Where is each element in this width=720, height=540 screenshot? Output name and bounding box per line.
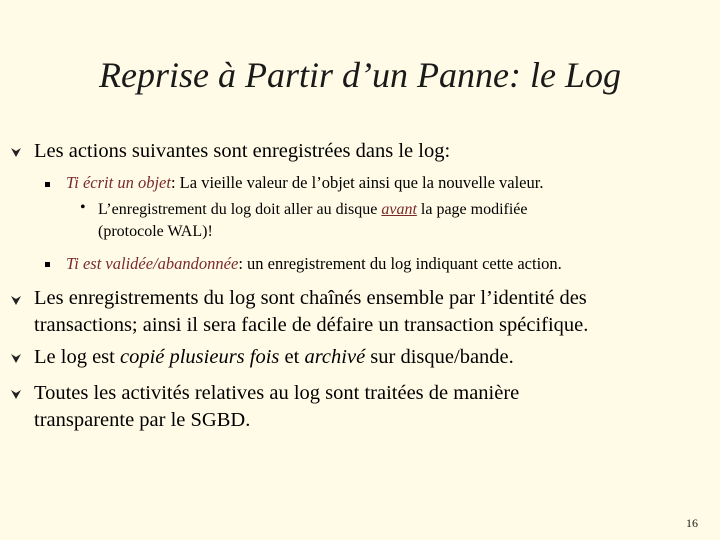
wal-text-line2: (protocole WAL)! <box>98 223 213 240</box>
log-chained-line2: transactions; ainsi il sera facile de défaire un transaction spécifique. <box>34 314 589 336</box>
sub-bullet-ti-commit-text: : un enregistrement du log indiquant cette action. <box>238 254 562 273</box>
sub-bullet-ti-write <box>66 172 543 194</box>
diamond-bullet-icon <box>10 146 22 158</box>
page-number: 16 <box>686 516 698 530</box>
log-transparent-line1: Toutes les activités relatives au log sont traitées de manière <box>34 382 520 404</box>
log-copied-post: sur disque/bande. <box>365 346 514 368</box>
square-bullet-icon <box>45 262 50 267</box>
log-transparent-line2: transparente par le SGBD. <box>34 409 251 431</box>
log-archived-emphasis: archivé <box>304 346 366 368</box>
bullet-log-copied <box>34 344 514 371</box>
wal-text-post: la page modifiée <box>416 201 528 218</box>
log-copied-pre: Le log est <box>34 346 120 368</box>
diamond-bullet-icon <box>10 352 22 364</box>
bullet-log-chained <box>34 285 588 339</box>
wal-text-pre: L’enregistrement du log doit aller au disque <box>98 201 382 218</box>
term-ti-commit: Ti est validée/abandonnée <box>66 254 239 273</box>
log-chained-line1: Les enregistrements du log sont chaînés ensemble par l’identité des <box>34 287 587 309</box>
term-ti-write: Ti écrit un objet <box>66 173 171 192</box>
diamond-bullet-icon <box>10 294 22 306</box>
sub-bullet-ti-commit <box>66 253 562 275</box>
round-bullet-icon: • <box>80 199 86 216</box>
sub-bullet-ti-write-text: : La vieille valeur de l’objet ainsi que la nouvelle valeur. <box>170 173 544 192</box>
log-copied-mid: et <box>279 346 305 368</box>
bullet-log-transparent <box>34 380 519 434</box>
square-bullet-icon <box>45 182 50 187</box>
log-copied-emphasis: copié plusieurs fois <box>119 346 280 368</box>
bullet-actions-logged: Les actions suivantes sont enregistrées dans le log: <box>34 140 451 162</box>
diamond-bullet-icon <box>10 388 22 400</box>
sub-sub-bullet-wal <box>98 199 528 243</box>
wal-emphasis-avant: avant <box>381 201 417 218</box>
slide-title: Reprise à Partir d’un Panne: le Log <box>99 55 621 95</box>
